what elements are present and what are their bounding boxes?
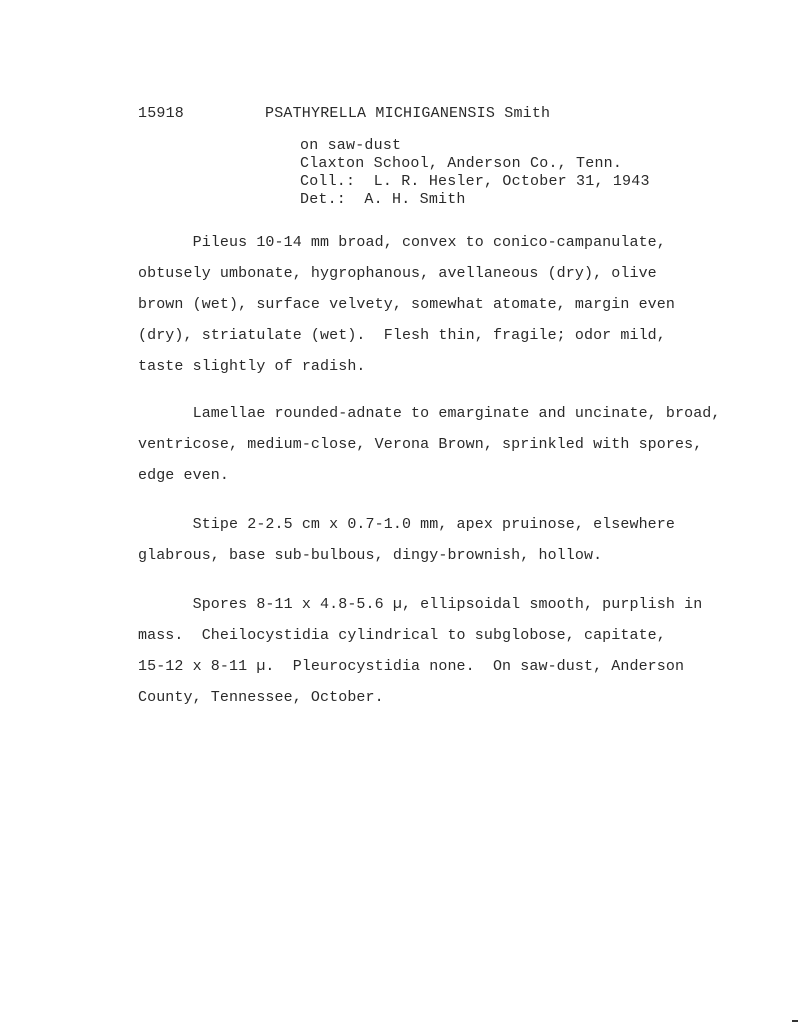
collector-line: Coll.: L. R. Hesler, October 31, 1943 xyxy=(300,173,650,190)
text-line: Stipe 2-2.5 cm x 0.7-1.0 mm, apex pruinose, elsewhere xyxy=(138,516,675,533)
text-line: glabrous, base sub-bulbous, dingy-brownish, hollow. xyxy=(138,547,603,564)
scan-edge-mark xyxy=(792,1020,798,1022)
collection-info xyxy=(300,137,650,209)
pileus-paragraph xyxy=(138,227,675,382)
text-line: obtusely umbonate, hygrophanous, avellaneous (dry), olive xyxy=(138,265,657,282)
text-line: mass. Cheilocystidia cylindrical to subglobose, capitate, xyxy=(138,627,666,644)
text-line: edge even. xyxy=(138,467,230,484)
stipe-paragraph xyxy=(138,509,675,571)
text-line: Spores 8-11 x 4.8-5.6 µ, ellipsoidal smooth, purplish in xyxy=(138,596,703,613)
determiner-line: Det.: A. H. Smith xyxy=(300,191,466,208)
species-title: PSATHYRELLA MICHIGANENSIS Smith xyxy=(265,105,551,122)
lamellae-paragraph xyxy=(138,398,721,491)
text-line: Lamellae rounded-adnate to emarginate and uncinate, broad, xyxy=(138,405,721,422)
text-line: (dry), striatulate (wet). Flesh thin, fragile; odor mild, xyxy=(138,327,666,344)
spores-paragraph xyxy=(138,589,702,713)
text-line: ventricose, medium-close, Verona Brown, sprinkled with spores, xyxy=(138,436,703,453)
text-line: County, Tennessee, October. xyxy=(138,689,384,706)
text-line: 15-12 x 8-11 µ. Pleurocystidia none. On saw-dust, Anderson xyxy=(138,658,685,675)
accession-number: 15918 xyxy=(138,105,185,122)
locality-line: Claxton School, Anderson Co., Tenn. xyxy=(300,155,623,172)
text-line: taste slightly of radish. xyxy=(138,358,366,375)
substrate-line: on saw-dust xyxy=(300,137,402,154)
text-line: brown (wet), surface velvety, somewhat atomate, margin even xyxy=(138,296,675,313)
text-line: Pileus 10-14 mm broad, convex to conico-campanulate, xyxy=(138,234,666,251)
